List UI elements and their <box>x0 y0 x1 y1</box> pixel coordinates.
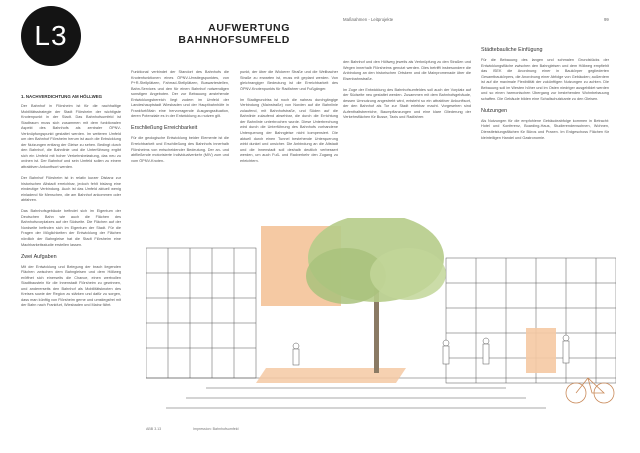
paragraph: Mit der Entwicklung und Belegung der brach liegenden Flächen zwischen dem Bahngleisen und dem Höllweg eröffnet sich einerseits die Chance, einen wertvollen Stadtbaustein für die Innenstadt Flörsheim zu gewinnen, und andererseits den Bahnhof als Mobilitätsknoten des Kreises sowie der Region zu stärken und dafür zu sorgen, dass man künftig von Flörsheim gerne und umstiegsfrei mit der Bahn nach Frankfurt, Wiesbaden und Mainz fährt. <box>21 264 121 308</box>
page-number: 99 <box>604 17 609 22</box>
subheading: Nutzungen <box>481 107 508 114</box>
paragraph: Für die Bebauung des langen und schmalen Grundstücks der Entwicklungsfläche zwischen den Bahngleisen und dem Höllweg empfiehlt das ISEK die Anordnung einer in Baukörper gegliederten Gesamtbaukörpers, die Anordnung einer Abfolge von Gebäuden; außerdem ist auf die maximale Flexibilität der zukünftigen Nutzungen zu achten. Die Bebauung soll im Westen höher und im Osten niedriger ausgebildet werden und so einen harmonischen Übergang zur bestehenden Wohnbebauung schaffen. Die Gebäude bilden eine Schallschutzkante zu den Gleisen. <box>481 58 609 101</box>
subheading: Städtebauliche Einfügung <box>481 47 543 53</box>
paragraph: den Bahnhof und den Höllweg jeweils als Verknüpfung zu den Straßen und Wegen innerhalb Flörsheims genutzt werden. Dies betrifft insbesondere die Anbindung an den historischen Ortskern und die Mainpromenade über die Eisenbahnstraße. <box>343 60 471 81</box>
text-column-2 <box>131 70 229 170</box>
text-column-4 <box>343 20 471 126</box>
paragraph: Der Bahnhof Flörsheim ist in relativ kurzer Distanz zur historischen Altstadt erreichbar, jedoch fehlt bislang eine eindeutige Verbindung. Auch ist das Umfeld aktuell wenig einladend für Menschen, die am Bahnhof ankommen oder abfahren. <box>21 176 121 203</box>
figure-label: ABB 3.13 <box>146 427 162 431</box>
paragraph: Für die geologische Entwicklung beider Elemente ist die Erreichbarkeit und Erschließung des Bahnhofs innerhalb Flörsheims von entscheidender Bedeutung. Der an- und abfließende motorisierte Individualverkehr (MIV) zum und vom ÖPNV-Knoten- <box>131 136 229 163</box>
paragraph: Der Bahnhof in Flörsheim ist für die nachhaltige Mobilitätsstrategie der Stadt Flörsheim der wichtigste Knotenpunkt in der Stadt. Das Bahnhofsumfeld ist Stadtraum muss sich zusammen mit dem funktionalen Aspekt des Bahnhofs als zentraler ÖPNV-Verknüpfungspunkt gestaltet werden. Im weiteren Umfeld um den Bahnhof Flörsheim herum ist auch die Entwicklung der Nutzungen entlang der Gleise zu sehen. Bedingt durch den Bahnhof, die Bahnlinie und die Unterführung ergibt sich ein Umfeld mit hoher Verkehrsbelastung, das neu zu ordnen ist. Der Bahnhof und sein Umfeld sollen zu einem attraktiven Ankunftsort werden. <box>21 104 121 170</box>
headline-line-1: AUFWERTUNG <box>208 22 290 34</box>
text-column-1 <box>21 94 121 315</box>
subheading: Erschließung Erreichbarkeit <box>131 125 198 132</box>
paragraph: Als Nutzungen für die empfohlene Gebäudeabfolge kommen in Betracht: Hotel und Konferenz, Boarding-Haus, Studierendenwohnen, Wohnen, Dienstleistungsflächen für Büros und Praxen. Im Erdgeschoss Flächen für kleinteiligen Handel und Gastronomie. <box>481 118 609 140</box>
paragraph: Das Bahnhofsgebäude befindet sich im Eigentum der Deutschen Bahn wie auch die Flächen des Bahnhofsvorplatzes auf der Südseite. Die Flächen auf der Nordseite befinden sich im Eigentum der Stadt. Für die Fragen der Möglichkeiten der Entwicklung der Flächen nördlich der Bahngleise hat die Stadt Flörsheim eine Machbarkeitsstudie erstellen lassen. <box>21 209 121 247</box>
running-head: Maßnahmen - Leitprojekte <box>343 17 394 22</box>
text-column-5 <box>481 20 609 147</box>
text-column-3 <box>240 70 338 170</box>
paragraph: Im Zuge der Entwicklung des Bahnhofsumfeldes soll auch der Vorplatz auf der Südseite neu gestaltet werden. Zusammen mit dem Bahnhofsgebäude, dessen Umnutzung angestrebt wird, entsteht so ein attraktiver Ankunftsort, der den Bahnhof als Tor zur Stadt erlebbar macht. Vorgesehen sind Aufenthaltsbereiche, Baumpflanzungen und eine klare Gliederung der Verkehrsflächen für Busse, Taxis und Radfahrer. <box>343 87 471 120</box>
headline-line-2: BAHNHOFSUMFELD <box>178 34 290 46</box>
section-heading: 1. NACHVERDICHTUNG AM HÖLLWEG <box>21 94 103 99</box>
paragraph: punkt, der über die Wickerer Straße und die Weilbacher Straße zu erwarten ist, muss mit geplant werden. Von gleichrangiger Bedeutung ist die Erreichbarkeit des ÖPNV-Knotenpunkts für Radfahrer und Fußgänger. <box>240 70 338 91</box>
paragraph: Im Stadtgrundriss ist noch die nahezu durchgängige Verbindung (Mainstraße) von Norden auf die Bahnlinie zulaufend, mit Bahnhofstraße, und Süden auf die Bahnlinie zulaufend absehbar, die durch die Errichtung der Bahnlinie unterbrochen wurde. Diese Unterbrechung wird durch die Unterführung des Bahnhofs vorhandene Unterquerung der Bahngleise nicht kompensiert. Die aktuell durch einen Tunnel bestehende Unterquerung wirkt dunkel und unsicher. Die Anbindung an die Altstadt und die Innenstadt soll deshalb deutlich verbessert werden, um auch Fuß- und Radverkehr den Zugang zu erleichtern. <box>240 97 338 163</box>
station-illustration <box>146 218 616 418</box>
page-headline <box>178 22 290 46</box>
figure-caption: Impression: Bahnhofsumfeld <box>193 427 239 431</box>
subheading: Zwei Aufgaben <box>21 253 57 260</box>
paragraph: Funktional verbindet der Standort des Bahnhofs die Knotenfunktionen eines ÖPNV-Umstiegspunktes, von P+R-Stellplätzen, Fahrrad-Stellplätzen, Buswartestellen, Bahn-Services und den für einen Bahnhof notwendigen sonstigen Angeboten. Der zur Bebauung anstehende Entwicklungsbereich liegt zudem im Umfeld der Landeshauptstadt Wiesbaden und der Hauptbahnhöfe in Frankfurt/Main eine hervorragende Ausgangssituation, deren Potenziale es in der Entwicklung zu nutzen gilt. <box>131 70 229 119</box>
chapter-badge: L3 <box>21 6 81 66</box>
